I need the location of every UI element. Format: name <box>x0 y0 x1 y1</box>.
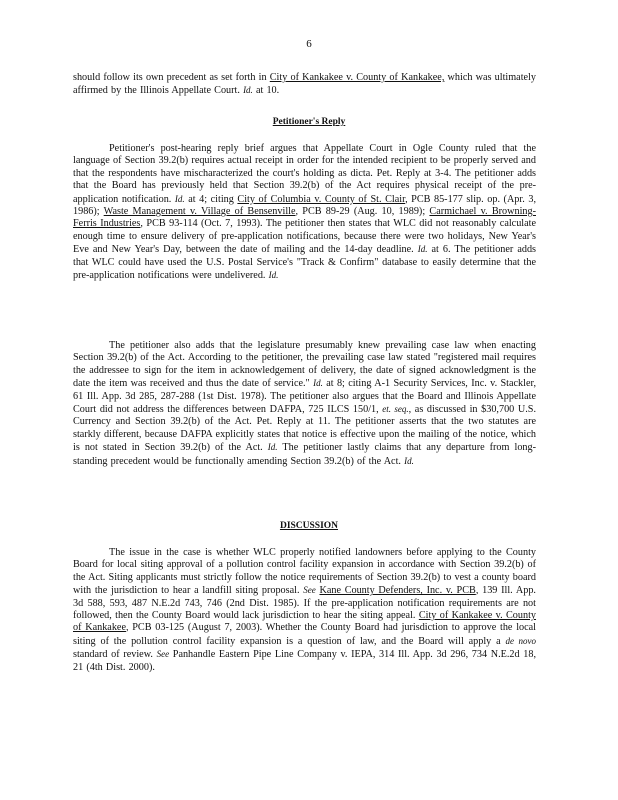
text-run: , PCB 03-125 (August 7, 2003). Whether the County Board had jurisdiction to approve the local siting of the pollution control facility expansion is a question of law, and the Board will apply a <box>73 622 536 647</box>
de-novo-term: de novo <box>505 635 537 646</box>
text-run: Petitioner's post-hearing reply brief argues that Appellate Court in Ogle County ruled that the language of Section 39.2(b) requires actual receipt in order for the intended recipient to be properly served and that the respondents have mischaracterized the court's holding as dicta. Pet. Reply at 3-4. The petitioner adds that the Board has previously held that Section 39.2(b) of the Act requires physical receipt of the pre-application notification. <box>73 143 536 205</box>
text-run: at 6. The petitioner adds that WLC could have used the U.S. Postal Service's "Track & Confirm" database to easily determine that the pre-application notifications were undelivered. <box>73 244 536 282</box>
id-citation: Id. <box>174 193 185 204</box>
text-run: The issue in the case is whether WLC properly notified landowners before applying to the County Board for local siting approval of a pollution control facility expansion in accordance with Section 39.2(b) of the Act. Siting applicants must strictly follow the notice requirements of Section 39.2(b) to vest a county board with the jurisdiction to hear a landfill siting proposal. <box>73 547 536 597</box>
petitioners-reply-paragraph-2 <box>73 340 536 468</box>
text-run: at 8; citing A-1 Security Services, Inc. v. Stackler, 61 Ill. App. 3d 285, 287-288 (1st Dist. 1978). The petitioner also argues that the Board and Illinois Appellate Court did not address the differences between DAFPA, 725 ILCS 150/1, <box>73 378 536 416</box>
text-run: standard of review. <box>73 649 157 661</box>
id-citation: Id. <box>417 244 428 255</box>
text-run: which was ultimately affirmed by the Illinois Appellate Court. <box>73 72 536 97</box>
id-citation: Id. <box>268 270 279 281</box>
text-run: The petitioner lastly claims that any departure from long-standing precedent would be functionally amending Section 39.2(b) of the Act. <box>73 442 536 467</box>
see-signal: See <box>156 649 170 660</box>
id-citation: Id. <box>313 378 323 389</box>
text-run: The petitioner also adds that the legislature presumably knew prevailing case law when enacting Section 39.2(b) of the Act. According to the petitioner, the prevailing case law stated "registered mail requires the addressee to sign for the item in acknowledgement of delivery, the date of signed acknowledgment is the date the item was received and thus the date of service." <box>73 340 536 390</box>
id-citation: Id. <box>243 85 253 96</box>
section-heading-discussion <box>0 520 618 532</box>
text-run: , PCB 89-29 (Aug. 10, 1989); <box>295 206 430 218</box>
text-run: at 10. <box>252 85 280 97</box>
see-signal: See <box>303 585 316 596</box>
heading-text: DISCUSSION <box>279 521 339 531</box>
case-citation: City of Columbia v. County of St. Clair <box>237 193 406 205</box>
page-number: 6 <box>306 38 312 50</box>
text-run: , PCB 93-114 (Oct. 7, 1993). The petitioner then states that WLC did not reasonably calculate enough time to ensure delivery of pre-application notifications, because there were two holidays, New Year's Eve and New Year's Day, between the date of mailing and the 14-day deadline. <box>73 218 537 256</box>
intro-paragraph <box>73 72 536 98</box>
text-run: should follow its own precedent as set forth in <box>73 72 270 83</box>
case-citation: Waste Management v. Village of Bensenville <box>103 206 296 218</box>
text-run: , 139 Ill. App. 3d 588, 593, 487 N.E.2d 743, 746 (2nd Dist. 1985). If the pre-application notification requirements are not followed, then the County Board would lack jurisdiction to hear the siting appeal. <box>73 585 536 622</box>
text-run: , PCB 85-177 slip. op. (Apr. 3, 1986); <box>73 193 536 218</box>
case-citation: Carmichael v. Browning-Ferris Industries <box>73 206 536 230</box>
petitioners-reply-paragraph-1 <box>73 143 536 282</box>
text-run: Panhandle Eastern Pipe Line Company v. IEPA, 314 Ill. App. 3d 296, 734 N.E.2d 18, 21 (4th Dist. 2000). <box>73 649 536 673</box>
discussion-paragraph-1 <box>73 547 536 674</box>
id-citation: Id. <box>404 455 414 466</box>
et-seq-citation: et. seq. <box>382 404 409 415</box>
heading-text: Petitioner's Reply <box>272 117 346 127</box>
case-citation: City of Kankakee v. County of Kankakee, <box>269 72 445 83</box>
text-run: , as discussed in $30,700 U.S. Currency and Section 39.2(b) of the Act. Pet. Reply at 11. The petitioner asserts that the two statutes are starkly different, because DAFPA explicitly states that notice is effective upon the mailing of the notice, which is not stated in Section 39.2(b) of the Act. <box>73 404 537 454</box>
case-citation: Kane County Defenders, Inc. v. PCB <box>319 585 476 597</box>
case-citation: City of Kankakee v. County of Kankakee <box>73 610 537 634</box>
text-run: at 4; citing <box>184 193 238 205</box>
id-citation: Id. <box>267 442 278 453</box>
section-heading-petitioners-reply <box>0 116 618 128</box>
